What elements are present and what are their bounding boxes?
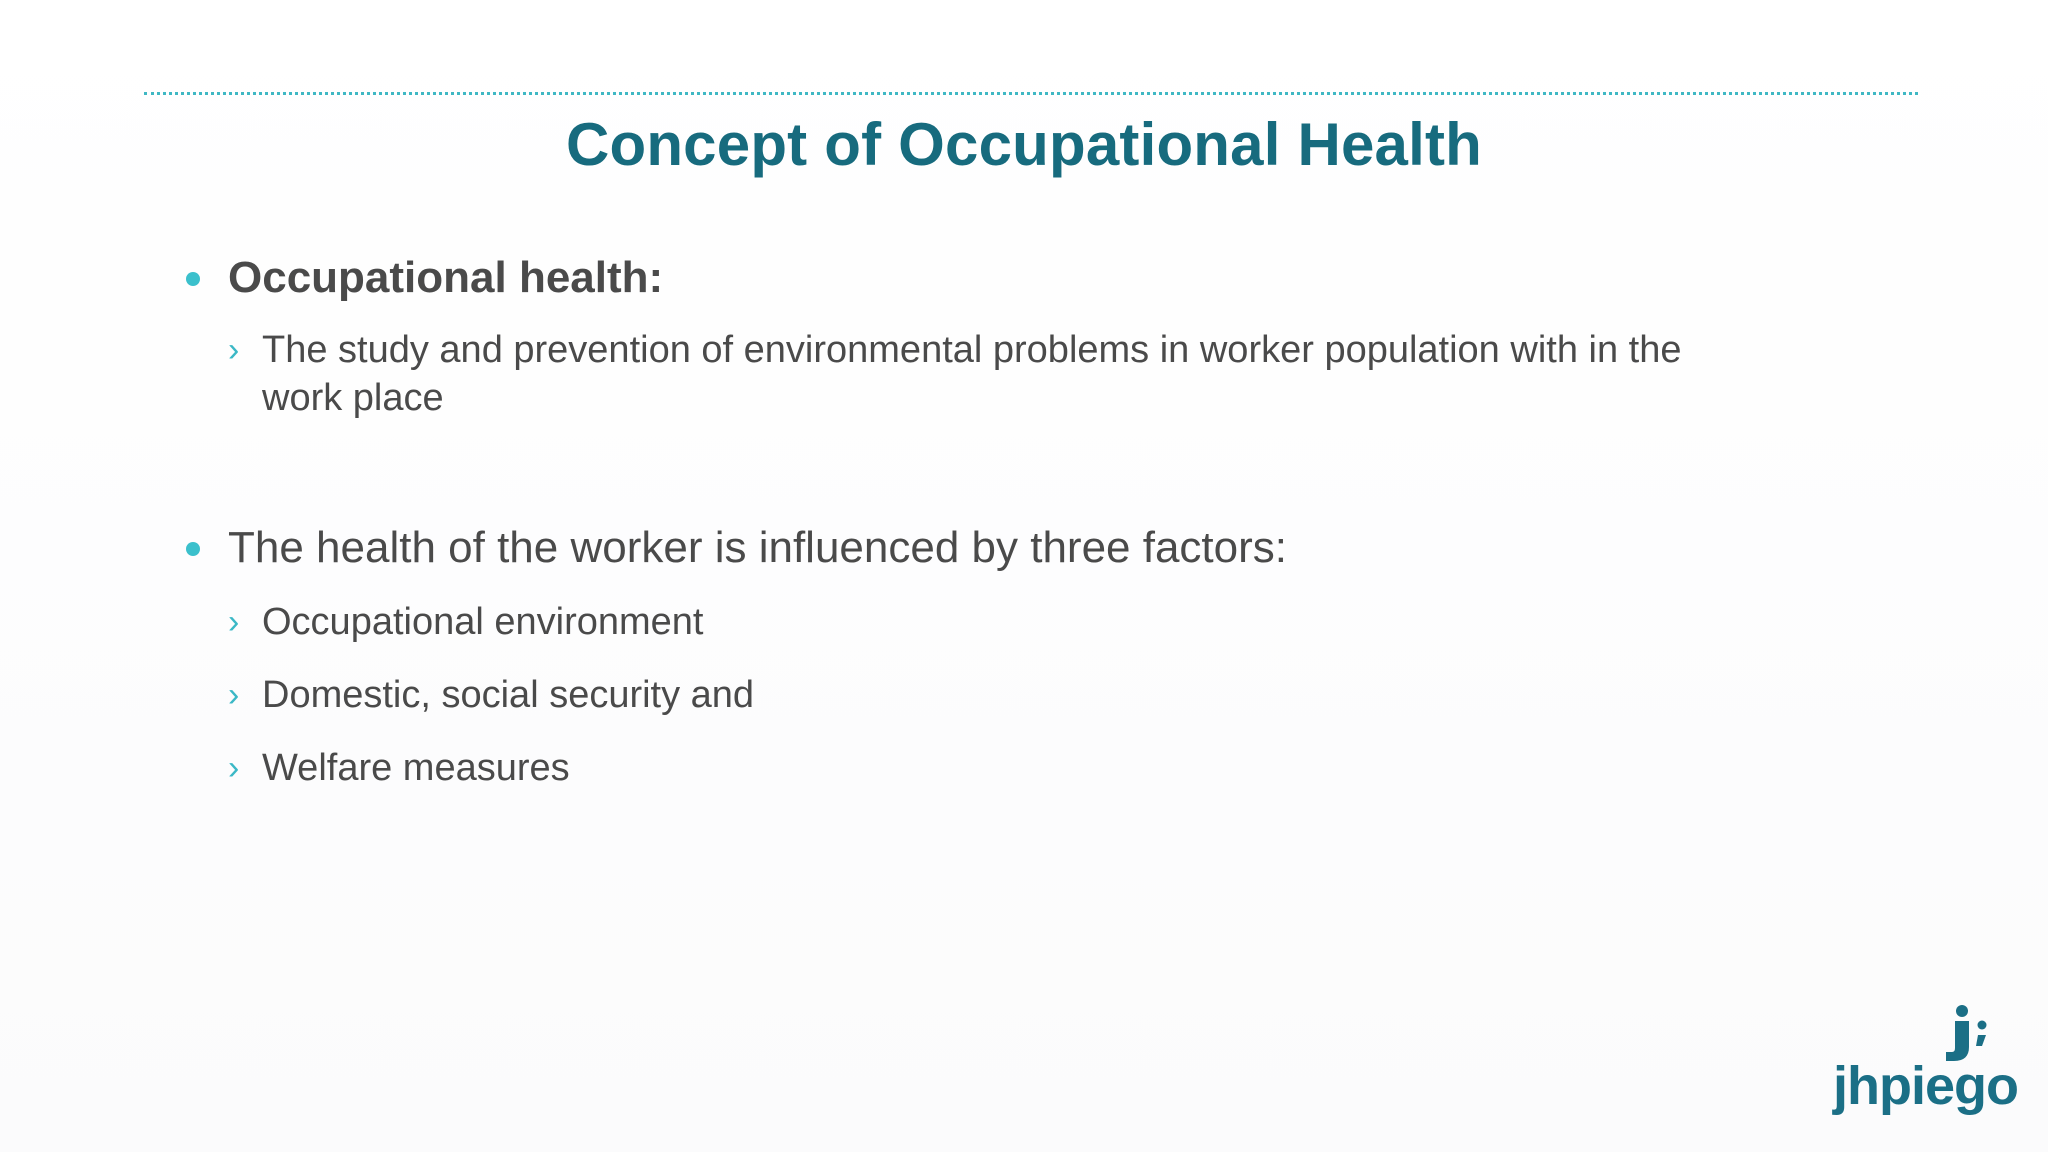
bullet-text: Occupational health: xyxy=(228,253,664,302)
bullet-occupational-health xyxy=(186,250,1746,306)
sub-bullet-domestic-social-security xyxy=(186,671,1746,719)
bullet-text: The health of the worker is influenced by three factors: xyxy=(228,523,1288,572)
jhpiego-mark-icon xyxy=(1940,1004,2000,1064)
sub-bullet-definition xyxy=(186,326,1746,422)
chevron-right-icon: › xyxy=(228,331,240,369)
bullet-dot-icon xyxy=(186,272,200,286)
sub-bullet-text: The study and prevention of environmental problems in worker population with in the work place xyxy=(262,329,1682,419)
bullet-three-factors xyxy=(186,520,1746,576)
slide-content xyxy=(186,240,1746,792)
jhpiego-logo-text: jhpiego xyxy=(1833,1056,2018,1116)
jhpiego-logo xyxy=(1808,1004,2018,1114)
sub-bullet-welfare-measures xyxy=(186,744,1746,792)
bullet-dot-icon xyxy=(186,542,200,556)
header-dotted-divider xyxy=(144,92,1918,95)
sub-bullet-text: Occupational environment xyxy=(262,601,704,643)
chevron-right-icon: › xyxy=(228,749,240,787)
sub-bullet-text: Welfare measures xyxy=(262,747,570,789)
sub-bullet-occupational-environment xyxy=(186,598,1746,646)
slide-title: Concept of Occupational Health xyxy=(565,111,1483,178)
sub-bullet-text: Domestic, social security and xyxy=(262,674,755,716)
chevron-right-icon: › xyxy=(228,603,240,641)
chevron-right-icon: › xyxy=(228,676,240,714)
